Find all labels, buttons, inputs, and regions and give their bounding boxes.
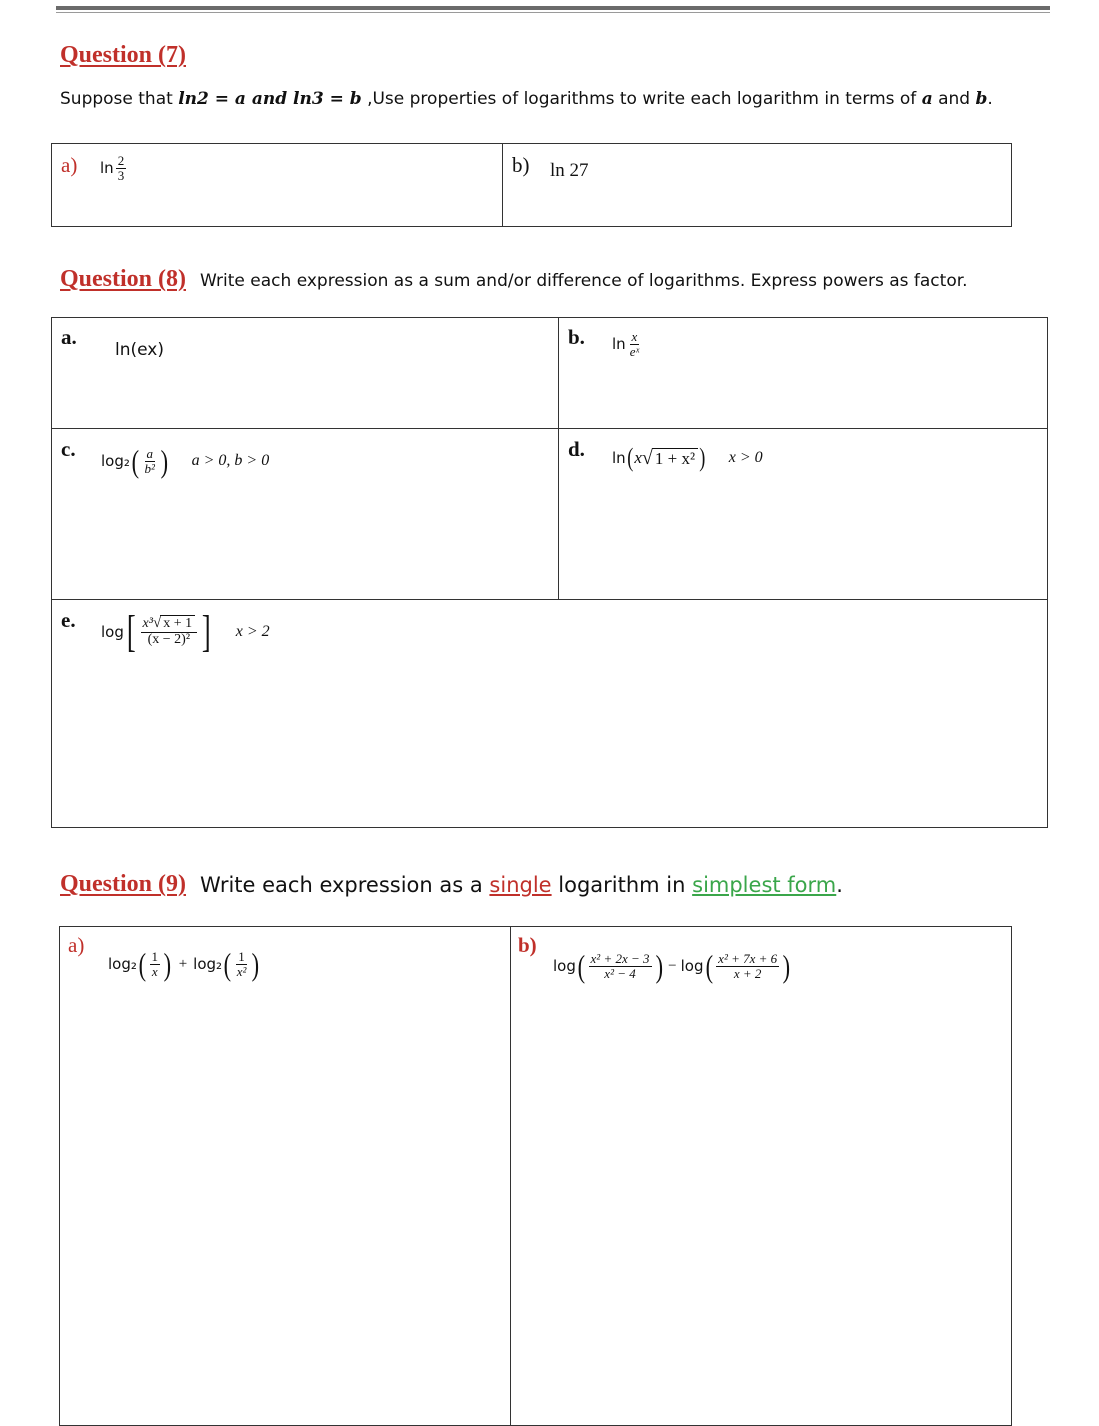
q8-d-cond: x > 0	[728, 449, 763, 466]
header-rule-thin	[56, 12, 1050, 13]
q9-prompt-mid: logarithm in	[551, 873, 693, 897]
q8-title: Question (8)	[60, 266, 186, 292]
q9-title: Question (9)	[60, 871, 186, 897]
q7-expr-b: ln 27	[550, 160, 589, 181]
q9-b-den2: x + 2	[733, 965, 762, 981]
q9-a-op: +	[178, 955, 188, 972]
q9-b-num2: x² + 7x + 6	[718, 950, 778, 966]
q8-d-radicand: 1 + x²	[652, 448, 698, 469]
q8-label-b: b.	[568, 325, 585, 349]
q8-box-a[interactable]	[51, 317, 559, 429]
q9-b-fn2: log	[680, 957, 704, 975]
q9-a-num1: 1	[151, 948, 159, 964]
q9-box-b[interactable]	[510, 926, 1012, 1426]
q7-prompt-math: ln2 = a and ln3 = b	[178, 89, 362, 109]
q7-label-a: a)	[61, 153, 78, 177]
q9-b-fn1: log	[553, 957, 576, 975]
q7-a-den: 3	[117, 167, 125, 183]
q7-label-b: b)	[512, 153, 530, 177]
q9-a-num2: 1	[238, 948, 245, 964]
q8-a-expr: ln(ex)	[115, 340, 164, 360]
q8-expr-b	[612, 330, 643, 358]
q7-period: .	[987, 89, 993, 109]
q8-b-num: x	[631, 329, 638, 344]
q8-label-c: c.	[61, 437, 76, 461]
q9-label-b: b)	[518, 933, 537, 957]
q8-c-num: a	[146, 445, 153, 461]
q7-var-b: b	[975, 89, 988, 109]
q8-c-cond: a > 0, b > 0	[191, 452, 270, 469]
q7-a-fn: ln	[100, 159, 114, 178]
q8-expr-a	[115, 340, 164, 360]
q9-word-single: single	[489, 873, 552, 897]
q9-b-op: −	[668, 957, 677, 974]
q8-label-e: e.	[61, 608, 76, 632]
q7-prompt-mid: ,Use properties of logarithms to write each logarithm in terms of	[361, 89, 922, 109]
q8-d-x: x	[634, 448, 642, 467]
q8-c-fn: log₂	[101, 452, 130, 470]
q8-e-cond: x > 2	[235, 623, 270, 640]
q8-b-fn: ln	[612, 335, 626, 354]
q9-b-den1: x² − 4	[604, 965, 636, 981]
q8-expr-e: log [ $\frac{\text{x³√ x + 1}}{\text{(x − 2)²}}$ ] x > 2	[101, 607, 270, 656]
q8-e-radicand: x + 1	[160, 615, 195, 631]
q7-prompt	[60, 89, 993, 109]
q8-d-fn: ln	[612, 449, 626, 467]
q9-expr-b: log ( $\frac{\text{x² + 2x − 3}}{\text{x² − 4}}$ ) − log ( $\frac{\text{x² + 7x + 6}}{x + 2}$ )	[553, 948, 791, 984]
q9-prompt-pre: Write each expression as a	[200, 873, 490, 897]
q7-prompt-pre: Suppose that	[60, 89, 179, 109]
q8-c-den: b²	[144, 460, 155, 476]
q9-prompt	[200, 873, 843, 897]
q8-label-a: a.	[61, 325, 77, 349]
q8-e-den: (x − 2)²	[147, 632, 191, 648]
q8-expr-c: log₂ ( $\frac{a}{\text{b²}}$ ) a > 0, b > 0	[101, 443, 270, 479]
q8-expr-d: ln ( x √ 1 + x² ) x > 0	[612, 443, 763, 472]
q8-e-fn: log	[101, 623, 124, 641]
q9-a-fn2: log₂	[193, 955, 223, 973]
q8-b-den: eˣ	[629, 343, 640, 359]
q9-a-den1: x	[151, 963, 158, 979]
q7-and: and	[932, 89, 976, 109]
q9-label-a: a)	[68, 933, 85, 957]
q7-var-a: a	[921, 89, 933, 109]
q8-prompt: Write each expression as a sum and/or difference of logarithms. Express powers as factor.	[200, 271, 968, 291]
q9-a-den2: x²	[236, 963, 247, 979]
q9-box-a[interactable]	[59, 926, 511, 1426]
q9-word-simplest: simplest form	[692, 873, 837, 897]
q7-expr-a	[100, 154, 128, 182]
q8-label-d: d.	[568, 437, 585, 461]
q7-a-num: 2	[117, 153, 125, 168]
header-rule	[56, 6, 1050, 10]
q7-title: Question (7)	[60, 42, 186, 68]
q9-period: .	[836, 873, 843, 897]
q8-e-numx: x³	[142, 616, 153, 632]
q9-a-fn1: log₂	[108, 955, 137, 973]
q9-expr-a: log₂ ( $\frac{1}{x}$ ) + log₂ ( $\frac{1}{\text{x²}}$ )	[108, 946, 260, 982]
q7-box-b[interactable]	[502, 143, 1012, 227]
q9-b-num1: x² + 2x − 3	[590, 950, 650, 966]
